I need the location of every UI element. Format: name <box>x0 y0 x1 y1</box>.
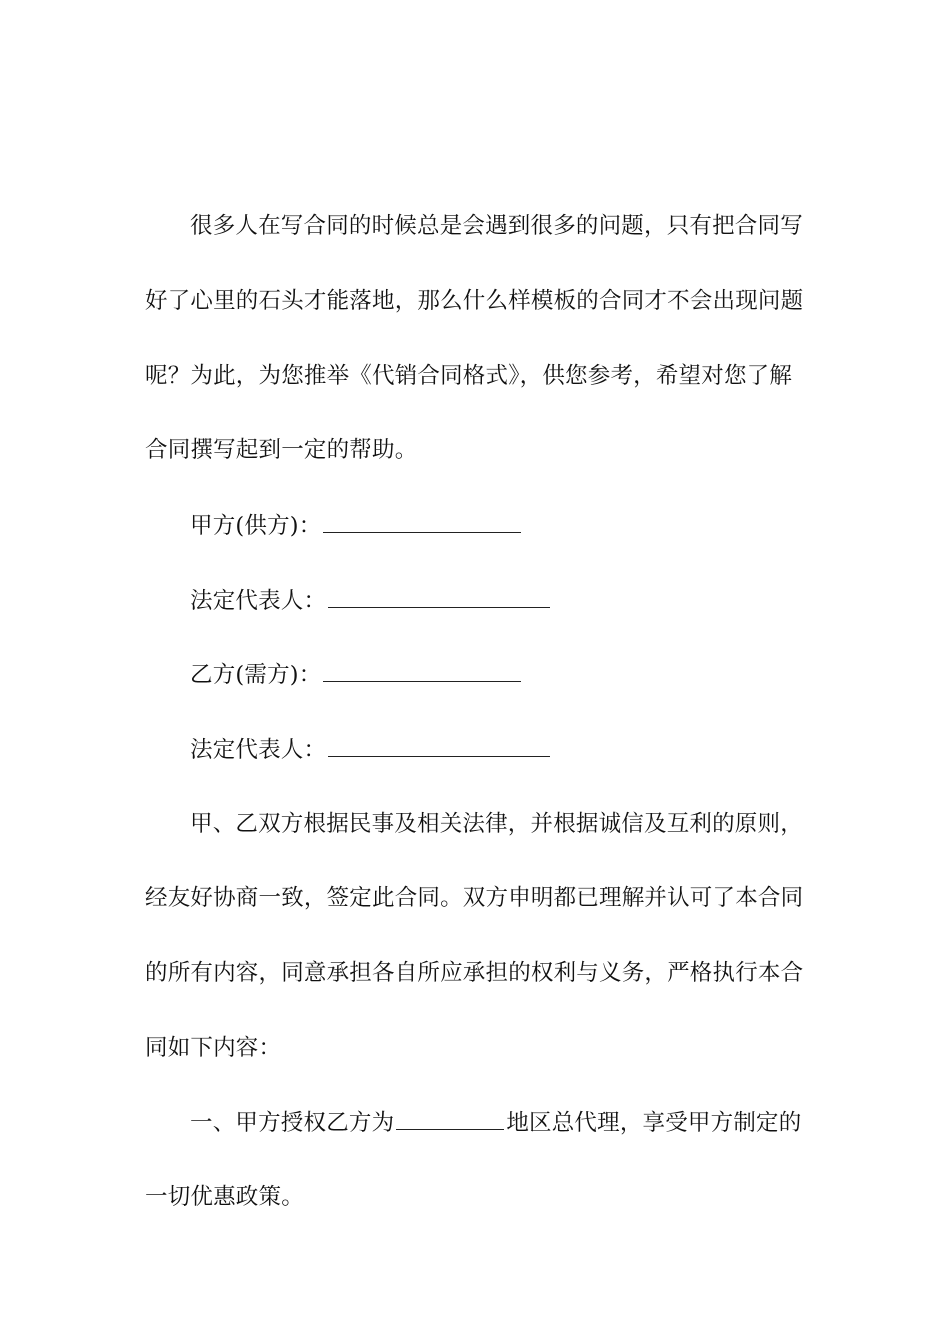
party-a-label: 甲方(供方)： <box>190 513 322 539</box>
intro-line-1: 很多人在写合同的时候总是会遇到很多的问题，只有把合同写 <box>190 213 803 239</box>
preamble-line-4: 同如下内容： <box>145 1035 282 1061</box>
rep-b-label: 法定代表人： <box>190 737 327 763</box>
preamble-line-3: 的所有内容，同意承担各自所应承担的权利与义务，严格执行本合 <box>145 960 804 986</box>
rep-a-label: 法定代表人： <box>190 588 327 614</box>
intro-line-2: 好了心里的石头才能落地，那么什么样模板的合同才不会出现问题 <box>145 288 804 314</box>
preamble-line-1: 甲、乙双方根据民事及相关法律，并根据诚信及互利的原则， <box>190 811 803 837</box>
rep-a-row <box>190 585 850 616</box>
party-a-blank[interactable] <box>323 510 521 533</box>
clause-1-region-blank[interactable] <box>396 1107 504 1130</box>
clause-1-line-2: 一切优惠政策。 <box>145 1184 304 1210</box>
rep-a-blank[interactable] <box>328 585 550 608</box>
clause-1-prefix: 一、甲方授权乙方为 <box>190 1110 395 1136</box>
preamble-line-2: 经友好协商一致，签定此合同。双方申明都已理解并认可了本合同 <box>145 885 804 911</box>
intro-line-3: 呢？为此，为您推举《代销合同格式》，供您参考，希望对您了解 <box>145 363 793 389</box>
intro-line-4: 合同撰写起到一定的帮助。 <box>145 437 418 463</box>
rep-b-blank[interactable] <box>328 734 550 757</box>
party-b-label: 乙方(需方)： <box>190 662 322 688</box>
clause-1-line-1 <box>190 1107 850 1138</box>
party-a-row <box>190 510 850 541</box>
party-b-row <box>190 659 850 690</box>
clause-1-suffix: 地区总代理，享受甲方制定的 <box>506 1110 802 1136</box>
rep-b-row <box>190 734 850 765</box>
party-b-blank[interactable] <box>323 659 521 682</box>
